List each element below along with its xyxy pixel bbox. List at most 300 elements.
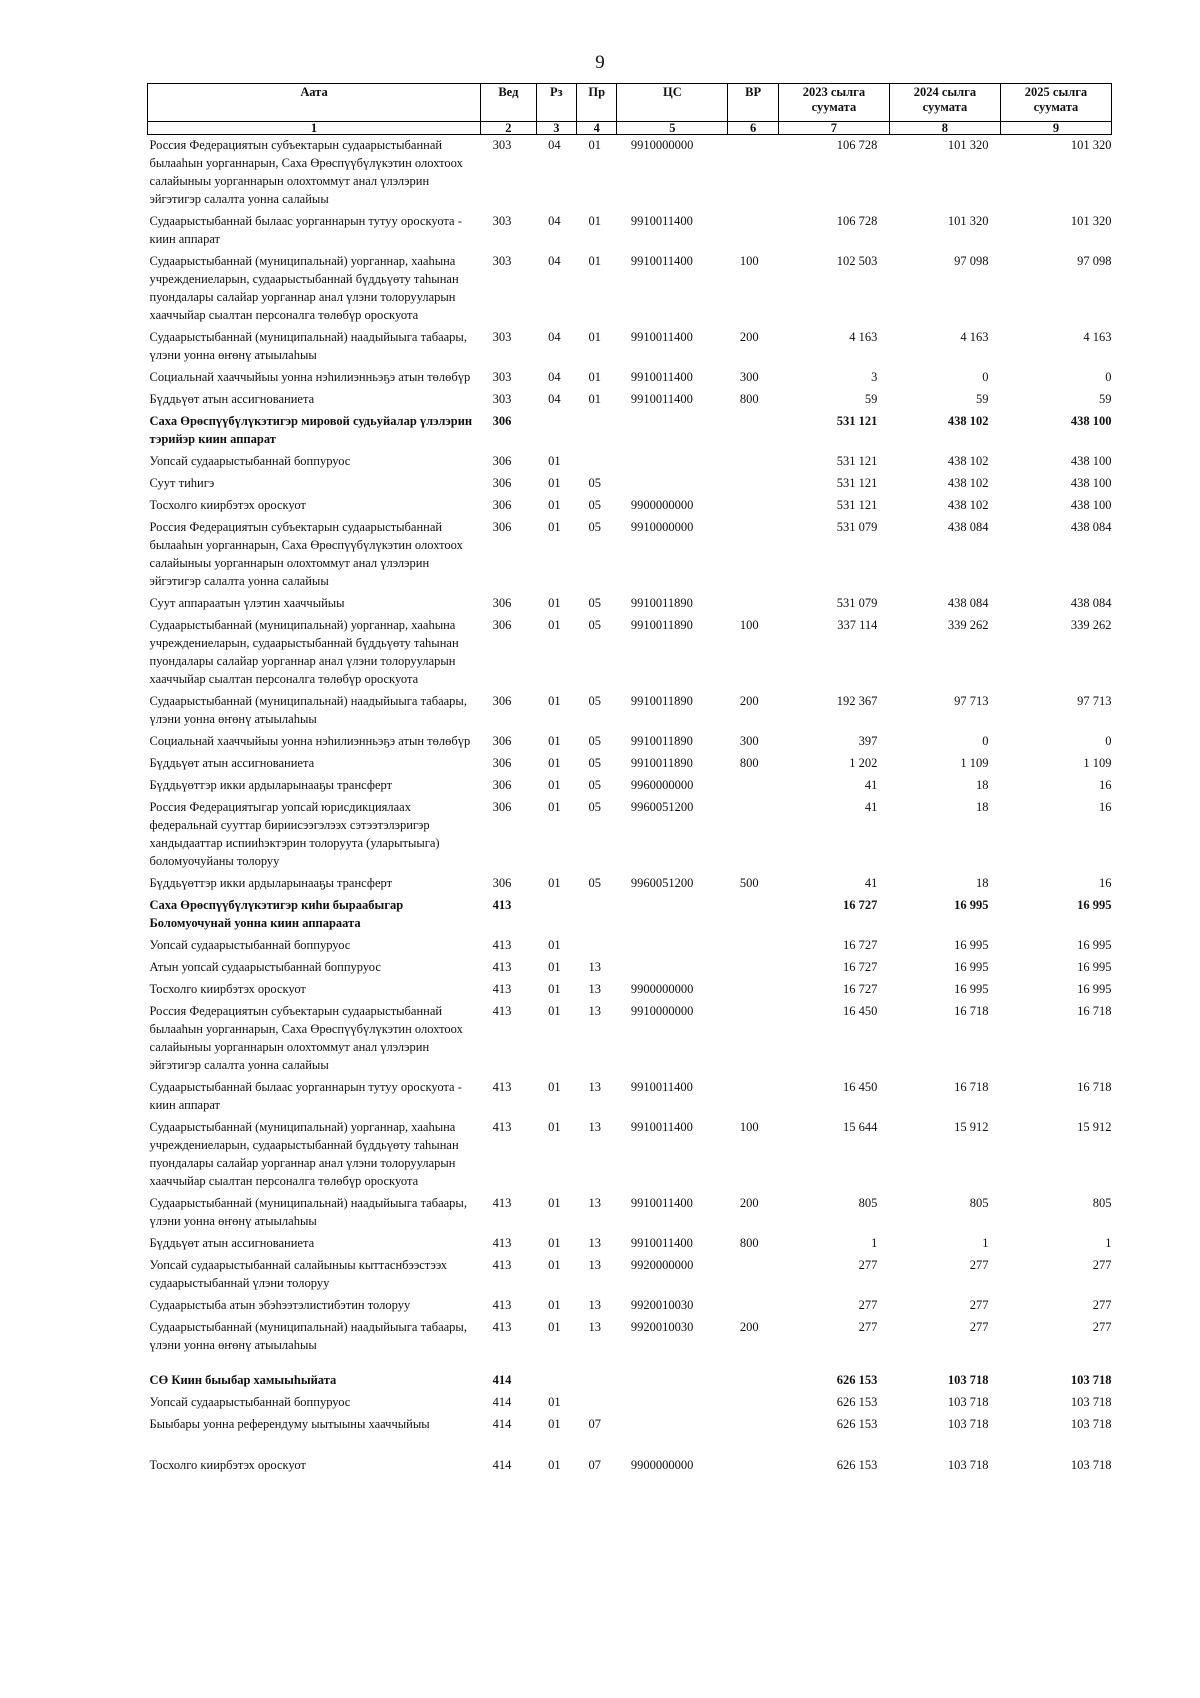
row-rz: 04 [548, 138, 561, 152]
row-vr [728, 135, 778, 212]
row-pr [577, 451, 617, 473]
row-cs: 9920000000 [630, 1258, 694, 1272]
row-rz: 01 [548, 454, 561, 468]
row-2024-amount: 438 102 [947, 498, 989, 512]
row-name: Бүддьүөт атын ассигнованиета [149, 756, 315, 770]
row-cs: 9910000000 [630, 1004, 694, 1018]
row-pr: 01 [588, 254, 601, 268]
row-cs: 9910011890 [630, 734, 693, 748]
row-rz: 01 [548, 778, 561, 792]
row-name: Уопсай судаарыстыбаннай салайыныы кыттаснбээстээх судаарыстыбаннай үлэни толоруу [149, 1258, 448, 1290]
table-row [148, 979, 1112, 1001]
row-cs [617, 895, 728, 935]
row-pr [577, 411, 617, 451]
row-ved: 413 [492, 1258, 512, 1272]
table-row [148, 1436, 1112, 1477]
row-ved: 306 [492, 694, 512, 708]
row-pr: 05 [588, 476, 601, 490]
table-row [148, 957, 1112, 979]
row-name: Россия Федерациятыгар уопсай юрисдикциялаах федеральнай сууттар бириисээгэлээх сэтээтэлэригэр хандыдааттар испииһэктэрин толоруута (уларытыыга) боломуочуйаны толоруу [149, 800, 440, 868]
row-2025-amount: 16 718 [1077, 1080, 1112, 1094]
row-rz: 01 [548, 618, 561, 632]
row-2025-amount: 101 320 [1070, 138, 1112, 152]
table-row [148, 1193, 1112, 1233]
row-2023-amount: 531 121 [836, 498, 878, 512]
row-ved: 303 [492, 214, 512, 228]
row-2023-amount: 1 [871, 1236, 878, 1250]
table-row [148, 251, 1112, 327]
header-ved: Вед [481, 84, 537, 122]
row-2025-amount: 16 718 [1077, 1004, 1112, 1018]
row-2023-amount: 4 163 [849, 330, 878, 344]
row-vr: 300 [739, 734, 759, 748]
row-rz [536, 895, 576, 935]
row-2025-amount: 277 [1092, 1258, 1112, 1272]
row-cs: 9920010030 [630, 1320, 694, 1334]
row-vr: 200 [739, 330, 759, 344]
row-ved: 414 [492, 1458, 512, 1472]
row-2025-amount: 0 [1105, 370, 1112, 384]
row-pr: 01 [588, 138, 601, 152]
row-rz: 01 [548, 1458, 561, 1472]
row-pr: 05 [588, 800, 601, 814]
row-2023-amount: 531 079 [836, 520, 878, 534]
row-2024-amount: 18 [975, 778, 989, 792]
row-name: Саха Өрөспүүбүлүкэтигэр мировой судьуйалар үлэлэрин тэрийэр киин аппарат [149, 414, 473, 446]
row-rz: 01 [548, 1320, 561, 1334]
row-2025-amount: 97 713 [1077, 694, 1112, 708]
row-rz: 01 [548, 1417, 561, 1431]
row-2023-amount: 337 114 [837, 618, 878, 632]
row-rz: 01 [548, 876, 561, 890]
table-row [148, 753, 1112, 775]
row-cs: 9960000000 [630, 778, 694, 792]
row-vr: 100 [739, 1120, 759, 1134]
row-2025-amount: 438 084 [1070, 596, 1112, 610]
row-rz: 01 [548, 1120, 561, 1134]
row-name: Судаарыстыбаннай былаас уорганнарын тутуу ороскуота - киин аппарат [149, 1080, 462, 1112]
row-ved: 414 [492, 1417, 512, 1431]
table-row [148, 1357, 1112, 1392]
row-pr: 13 [588, 1298, 601, 1312]
row-2025-amount: 103 718 [1070, 1458, 1112, 1472]
table-row [148, 593, 1112, 615]
row-cs: 9910011890 [630, 596, 693, 610]
row-2024-amount: 16 995 [954, 898, 989, 912]
row-name: Россия Федерациятын субъектарын судаарыстыбаннай былааһын уорганнарын, Саха Өрөспүүбүлүкэтин олохтоох салайыныы уорганнарын олохтоммут анал үлэлэрин эйгэтигэр салалта уонна салайыы [149, 520, 463, 588]
row-ved: 413 [492, 1196, 512, 1210]
row-name: Судаарыстыбаннай (муниципальнай) наадыйыыга табаары, үлэни уонна өҥөнү атыылаһыы [149, 1196, 467, 1228]
row-2025-amount: 438 100 [1070, 454, 1112, 468]
row-ved: 306 [492, 454, 512, 468]
row-rz: 04 [548, 370, 561, 384]
row-2023-amount: 531 121 [836, 454, 878, 468]
row-2024-amount: 16 718 [954, 1080, 989, 1094]
row-rz [536, 1357, 576, 1392]
row-2025-amount: 339 262 [1070, 618, 1112, 632]
table-header-row [148, 84, 1112, 122]
row-vr: 100 [739, 254, 759, 268]
row-ved: 306 [492, 414, 512, 428]
row-cs [617, 957, 728, 979]
row-ved: 413 [492, 1080, 512, 1094]
row-2024-amount: 277 [969, 1298, 989, 1312]
row-rz: 01 [548, 694, 561, 708]
row-cs: 9910011400 [630, 370, 693, 384]
row-vr [728, 495, 778, 517]
row-ved: 306 [492, 876, 512, 890]
row-ved: 306 [492, 476, 512, 490]
table-row [148, 691, 1112, 731]
row-2025-amount: 16 [1099, 800, 1112, 814]
column-number: 8 [889, 122, 1000, 135]
row-name: Россия Федерациятын субъектарын судаарыстыбаннай былааһын уорганнарын, Саха Өрөспүүбүлүкэтин олохтоох салайыныы уорганнарын олохтоммут анал үлэлэрин эйгэтигэр салалта уонна салайыы [149, 138, 463, 206]
row-2024-amount: 0 [982, 370, 989, 384]
row-vr [728, 935, 778, 957]
column-number-row [148, 122, 1112, 135]
row-cs: 9910011400 [630, 1236, 693, 1250]
row-name: Судаарыстыбаннай (муниципальнай) наадыйыыга табаары, үлэни уонна өҥөнү атыылаһыы [149, 694, 467, 726]
row-cs: 9960051200 [630, 876, 694, 890]
row-vr [728, 957, 778, 979]
row-cs: 9910000000 [630, 520, 694, 534]
row-name: Уопсай судаарыстыбаннай боппуруос [149, 938, 351, 952]
row-2024-amount: 438 102 [947, 414, 989, 428]
row-rz [536, 411, 576, 451]
row-2023-amount: 106 728 [836, 214, 878, 228]
row-2024-amount: 18 [975, 800, 989, 814]
row-2024-amount: 103 718 [947, 1458, 989, 1472]
column-number: 5 [617, 122, 728, 135]
row-vr [728, 1001, 778, 1077]
row-pr: 05 [588, 734, 601, 748]
row-2023-amount: 1 202 [849, 756, 878, 770]
row-rz: 01 [548, 1258, 561, 1272]
row-rz: 04 [548, 254, 561, 268]
row-2023-amount: 626 153 [836, 1373, 878, 1387]
row-cs: 9910011890 [630, 618, 693, 632]
row-2025-amount: 16 995 [1077, 982, 1112, 996]
row-ved: 303 [492, 330, 512, 344]
row-vr: 100 [739, 618, 759, 632]
row-pr: 05 [588, 876, 601, 890]
row-name: Судаарыстыбаннай (муниципальнай) уорганнар, хааһына учреждениеларын, судаарыстыбаннай бүддьүөту таһынан пуондалары салайар уорганнар анал үлэни толорууларын хааччыйар сыалтан персоналга төлөбүр ороскуота [149, 618, 459, 686]
row-vr [728, 1295, 778, 1317]
header-2024: 2024 сылга суумата [889, 84, 1000, 122]
row-pr: 05 [588, 778, 601, 792]
row-pr: 13 [588, 1080, 601, 1094]
row-2023-amount: 15 644 [843, 1120, 878, 1134]
row-pr: 05 [588, 756, 601, 770]
table-row [148, 1077, 1112, 1117]
row-2024-amount: 101 320 [947, 214, 989, 228]
row-pr: 05 [588, 618, 601, 632]
row-2024-amount: 15 912 [954, 1120, 989, 1134]
row-name: Суут аппараатын үлэтин хааччыйыы [149, 596, 345, 610]
row-2024-amount: 18 [975, 876, 989, 890]
row-2025-amount: 103 718 [1070, 1395, 1112, 1409]
row-2023-amount: 277 [858, 1298, 878, 1312]
table-row [148, 389, 1112, 411]
row-pr [577, 895, 617, 935]
row-2025-amount: 1 [1105, 1236, 1112, 1250]
row-cs [617, 473, 728, 495]
table-row [148, 895, 1112, 935]
row-name: Судаарыстыбаннай (муниципальнай) наадыйыыга табаары, үлэни уонна өҥөнү атыылаһыы [149, 1320, 467, 1352]
row-ved: 413 [492, 1120, 512, 1134]
row-2025-amount: 805 [1092, 1196, 1112, 1210]
row-2024-amount: 4 163 [960, 330, 989, 344]
row-vr: 200 [739, 1320, 759, 1334]
row-2025-amount: 4 163 [1083, 330, 1112, 344]
column-number: 4 [577, 122, 617, 135]
row-vr [728, 593, 778, 615]
row-2024-amount: 16 995 [954, 938, 989, 952]
row-name: Бүддьүөт атын ассигнованиета [149, 392, 315, 406]
row-rz: 01 [548, 800, 561, 814]
row-pr: 13 [588, 1258, 601, 1272]
table-row [148, 615, 1112, 691]
row-name: Быыбары уонна референдуму ыытыыны хааччыйыы [149, 1417, 430, 1431]
row-cs: 9910011890 [630, 756, 693, 770]
row-2023-amount: 397 [858, 734, 878, 748]
row-rz: 04 [548, 330, 561, 344]
row-name: Социальнай хааччыйыы уонна нэһилиэнньэҕэ атын төлөбүр [149, 370, 471, 384]
table-row [148, 775, 1112, 797]
row-cs [617, 1414, 728, 1436]
row-ved: 413 [492, 938, 512, 952]
row-ved: 306 [492, 618, 512, 632]
row-cs: 9910000000 [630, 138, 694, 152]
header-rz: Рз [536, 84, 576, 122]
row-cs: 9910011400 [630, 1120, 693, 1134]
header-name: Аата [148, 84, 481, 122]
row-2025-amount: 59 [1099, 392, 1112, 406]
table-row [148, 1317, 1112, 1357]
row-pr: 05 [588, 596, 601, 610]
row-pr: 01 [588, 330, 601, 344]
row-2023-amount: 16 727 [843, 960, 878, 974]
row-ved: 306 [492, 520, 512, 534]
row-vr: 200 [739, 1196, 759, 1210]
row-cs: 9920010030 [630, 1298, 694, 1312]
row-2024-amount: 1 109 [960, 756, 989, 770]
row-vr: 300 [739, 370, 759, 384]
row-2024-amount: 16 995 [954, 982, 989, 996]
table-row [148, 731, 1112, 753]
row-vr: 800 [739, 392, 759, 406]
row-2023-amount: 16 727 [843, 982, 878, 996]
row-rz: 01 [548, 960, 561, 974]
row-2023-amount: 16 450 [843, 1080, 878, 1094]
row-vr [728, 1357, 778, 1392]
row-name: Судаарыстыба атын эбэһээтэлистибэтин толоруу [149, 1298, 411, 1312]
row-2024-amount: 0 [982, 734, 989, 748]
row-ved: 413 [492, 1298, 512, 1312]
row-cs: 9910011400 [630, 392, 693, 406]
row-ved: 303 [492, 254, 512, 268]
table-row [148, 517, 1112, 593]
row-name: Тосхолго киирбэтэх ороскуот [149, 982, 306, 996]
row-2023-amount: 531 121 [836, 414, 878, 428]
row-2024-amount: 97 713 [954, 694, 989, 708]
column-number: 9 [1000, 122, 1111, 135]
row-pr: 13 [588, 1004, 601, 1018]
row-2024-amount: 438 102 [947, 454, 989, 468]
row-2023-amount: 626 153 [836, 1417, 878, 1431]
row-cs: 9960051200 [630, 800, 694, 814]
table-row [148, 1001, 1112, 1077]
row-rz: 01 [548, 1236, 561, 1250]
row-2023-amount: 16 727 [843, 938, 878, 952]
row-2023-amount: 41 [864, 800, 878, 814]
row-rz: 01 [548, 1004, 561, 1018]
row-name: Бүддьүөт атын ассигнованиета [149, 1236, 315, 1250]
row-vr [728, 411, 778, 451]
row-vr [728, 1077, 778, 1117]
row-2024-amount: 59 [975, 392, 989, 406]
column-number: 7 [778, 122, 889, 135]
row-name: Суут тиһигэ [149, 476, 215, 490]
table-row [148, 935, 1112, 957]
row-name: Судаарыстыбаннай (муниципальнай) наадыйыыга табаары, үлэни уонна өҥөнү атыылаһыы [149, 330, 467, 362]
row-2023-amount: 41 [864, 778, 878, 792]
column-number: 3 [536, 122, 576, 135]
row-name: СӨ Киин быыбар хамыыһыйата [149, 1373, 337, 1387]
header-vr: ВР [728, 84, 778, 122]
row-name: Тосхолго киирбэтэх ороскуот [149, 498, 306, 512]
row-2024-amount: 103 718 [947, 1417, 989, 1431]
row-pr: 01 [588, 214, 601, 228]
row-vr: 200 [739, 694, 759, 708]
row-name: Бүддьүөттэр икки ардыларынааҕы трансферт [149, 778, 393, 792]
row-vr [728, 895, 778, 935]
table-row [148, 1392, 1112, 1414]
row-2025-amount: 16 [1099, 778, 1112, 792]
column-number: 6 [728, 122, 778, 135]
row-vr [728, 1414, 778, 1436]
table-row [148, 473, 1112, 495]
row-vr [728, 1392, 778, 1414]
row-name: Судаарыстыбаннай (муниципальнай) уорганнар, хааһына учреждениеларын, судаарыстыбаннай бүддьүөту таһынан пуондалары салайар уорганнар анал үлэни толорууларын хааччыйар сыалтан персоналга төлөбүр ороскуота [149, 254, 459, 322]
row-vr [728, 211, 778, 251]
row-pr [577, 935, 617, 957]
header-pr: Пр [577, 84, 617, 122]
row-rz: 04 [548, 392, 561, 406]
table-row [148, 411, 1112, 451]
row-pr: 13 [588, 1196, 601, 1210]
row-rz: 01 [548, 1298, 561, 1312]
row-vr [728, 979, 778, 1001]
row-ved: 306 [492, 778, 512, 792]
row-ved: 413 [492, 898, 512, 912]
row-cs: 9910011890 [630, 694, 693, 708]
row-2024-amount: 103 718 [947, 1395, 989, 1409]
row-rz: 01 [548, 1080, 561, 1094]
row-pr: 13 [588, 1320, 601, 1334]
row-2023-amount: 16 727 [843, 898, 878, 912]
row-cs: 9910011400 [630, 254, 693, 268]
row-ved: 414 [492, 1373, 512, 1387]
table-row [148, 1233, 1112, 1255]
row-rz: 01 [548, 1395, 561, 1409]
row-2024-amount: 805 [969, 1196, 989, 1210]
row-2025-amount: 101 320 [1070, 214, 1112, 228]
row-pr: 05 [588, 520, 601, 534]
row-pr: 13 [588, 960, 601, 974]
row-rz: 01 [548, 938, 561, 952]
row-2025-amount: 97 098 [1077, 254, 1112, 268]
row-name: Социальнай хааччыйыы уонна нэһилиэнньэҕэ атын төлөбүр [149, 734, 471, 748]
row-2023-amount: 106 728 [836, 138, 878, 152]
row-name: Судаарыстыбаннай былаас уорганнарын тутуу ороскуота - киин аппарат [149, 214, 462, 246]
budget-table [147, 83, 1112, 1477]
row-vr [728, 775, 778, 797]
table-row [148, 873, 1112, 895]
row-ved: 303 [492, 138, 512, 152]
row-2023-amount: 805 [858, 1196, 878, 1210]
row-ved: 306 [492, 800, 512, 814]
row-ved: 306 [492, 596, 512, 610]
header-cs: ЦС [617, 84, 728, 122]
row-2023-amount: 16 450 [843, 1004, 878, 1018]
row-2025-amount: 16 995 [1077, 898, 1112, 912]
row-2025-amount: 277 [1092, 1298, 1112, 1312]
row-2023-amount: 277 [858, 1258, 878, 1272]
row-rz: 01 [548, 498, 561, 512]
row-vr [728, 473, 778, 495]
row-2025-amount: 0 [1105, 734, 1112, 748]
table-row [148, 211, 1112, 251]
row-2023-amount: 41 [864, 876, 878, 890]
row-2025-amount: 1 109 [1083, 756, 1112, 770]
row-2025-amount: 438 100 [1070, 476, 1112, 490]
row-name: Россия Федерациятын субъектарын судаарыстыбаннай былааһын уорганнарын, Саха Өрөспүүбүлүкэтин олохтоох салайыныы уорганнарын олохтоммут анал үлэлэрин эйгэтигэр салалта уонна салайыы [149, 1004, 463, 1072]
row-pr [577, 1357, 617, 1392]
row-2024-amount: 97 098 [954, 254, 989, 268]
row-pr: 01 [588, 392, 601, 406]
row-vr [728, 797, 778, 873]
row-vr: 800 [739, 756, 759, 770]
row-ved: 306 [492, 734, 512, 748]
row-ved: 413 [492, 1004, 512, 1018]
row-cs [617, 1392, 728, 1414]
table-row [148, 135, 1112, 212]
row-ved: 303 [492, 392, 512, 406]
table-row [148, 367, 1112, 389]
row-cs [617, 935, 728, 957]
row-cs: 9900000000 [630, 1458, 694, 1472]
page-number: 9 [595, 52, 605, 73]
row-2023-amount: 626 153 [836, 1395, 878, 1409]
row-ved: 413 [492, 960, 512, 974]
row-2025-amount: 103 718 [1070, 1373, 1112, 1387]
row-vr [728, 517, 778, 593]
row-2025-amount: 103 718 [1070, 1417, 1112, 1431]
row-rz: 01 [548, 520, 561, 534]
row-vr [728, 451, 778, 473]
row-2025-amount: 438 100 [1070, 498, 1112, 512]
table-row [148, 451, 1112, 473]
row-rz: 01 [548, 734, 561, 748]
row-rz: 01 [548, 596, 561, 610]
row-cs [617, 451, 728, 473]
row-2023-amount: 626 153 [836, 1458, 878, 1472]
row-ved: 303 [492, 370, 512, 384]
row-2024-amount: 16 718 [954, 1004, 989, 1018]
row-2024-amount: 438 084 [947, 520, 989, 534]
row-name: Саха Өрөспүүбүлүкэтигэр киһи быраабыгар Боломуочунай уонна киин аппараата [149, 898, 404, 930]
